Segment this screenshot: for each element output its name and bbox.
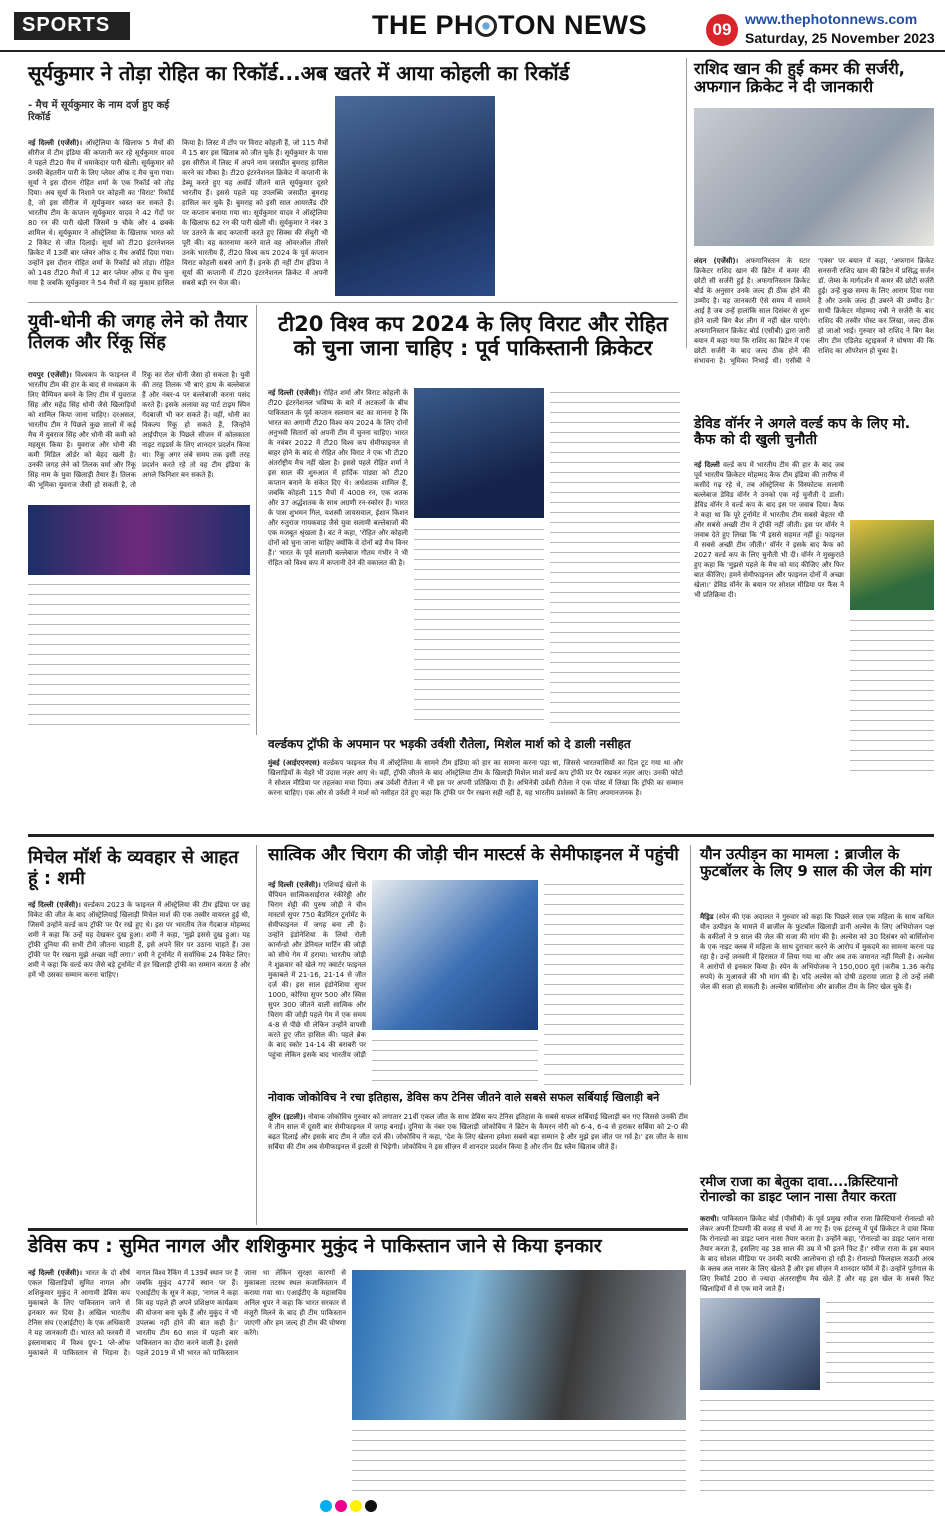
suryakumar-subhead: - मैच में सूर्यकुमार के नाम दर्ज हुए कई रिकॉर्ड	[28, 100, 170, 123]
issue-date: Saturday, 25 November 2023	[745, 30, 935, 46]
tilak-headline: युवी-धोनी की जगह लेने को तैयार तिलक और रिंकू सिंह	[28, 311, 248, 353]
t20wc-body-col2	[414, 525, 544, 725]
paper-name	[372, 10, 647, 41]
davis-headline: डेविस कप : सुमित नागल और शशिकुमार मुकुंद ने पाकिस्तान जाने से किया इनकार	[28, 1235, 602, 1257]
tilak-body: रायपुर (एजेंसी)। विश्वकप के फाइनल में भारतीय टीम की हार के बाद से मध्यक्रम के लिए चैम्पियन बनने के लिए टीम में युवराज सिंह और महेंद्र सिंह धोनी जैसे खिलाड़ियों को शामिल किया जाना चाहिए। दरअसल, भारतीय टीम ने पिछले कुछ सालों में कई मैच में युवराज सिंह और धोनी की कमी को महसूस किया है। युवराज और धोनी की कमी मिडिल ऑर्डर को बेहद खली है। उनकी जगह लेने को तिलक वर्मा और रिंकू सिंह नाम के युवा खिलाड़ी तैयार हैं। तिलक की भूमिका युवराज जैसी हो सकती है, तो रिंकू का रोल धोनी जैसा हो सकता है। युवी की तरह तिलक भी बाएं हाथ के बल्लेबाज हैं और नंबर-4 पर बल्लेबाजी करना पसंद करते हैं। इसके अलावा वह पार्ट टाइम स्पिन गेंदबाजी भी कर सकते हैं। वहीं, धोनी का विकल्प रिंकू हो सकते हैं, जिन्होंने आईपीएल के पिछले सीजन में कोलकाता नाइट राइडर्स के लिए शानदार प्रदर्शन किया था। रिंकू अगर लंबे समय तक इसी तरह प्रदर्शन करते रहे तो वह टीम इंडिया के अगले फिनिशर बन सकते हैं।	[28, 371, 250, 489]
t20wc-headline: टी20 विश्व कप 2024 के लिए विराट और रोहित को चुना जाना चाहिए : पूर्व पाकिस्तानी क्रिकेटर	[278, 312, 668, 361]
djokovic-headline: नोवाक जोकोविच ने रचा इतिहास, डेविस कप टेनिस जीतने वाले सबसे सफल सर्बियाई खिलाड़ी बने	[268, 1091, 660, 1104]
section-divider	[28, 834, 934, 837]
urvashi-headline: वर्ल्डकप ट्रॉफी के अपमान पर भड़की उर्वशी रौतेला, मिशेल मार्श को दे डाली नसीहत	[268, 737, 631, 751]
column-rule	[690, 845, 691, 1085]
paper-name-right: TON NEWS	[498, 10, 648, 40]
print-registration-marks	[320, 1500, 377, 1512]
djokovic-body: तूरिन (इटली)। नोवाक जोकोविच गुरुवार को लगातार 21वीं एकल जीत के साथ डेविस कप टेनिस इतिहास के सबसे सफल सर्बियाई खिलाड़ी बन गए जिससे उनकी टीम ने तीन साल में दूसरी बार सेमीफाइनल में जगह बनाई। दुनिया के नंबर एक खिलाड़ी जोकोविच ने ब्रिटेन के कैमरन नोरी को 6-4, 6-4 से हराकर सर्बिया को 2-0 की बढ़त दिलाई और इसके बाद टीम ने जीत दर्ज की। जोकोविच ने कहा, 'देश के लिए खेलना हमेशा सबसे बड़ा सम्मान है और मुझे इस जीत पर गर्व है।' इस जीत के साथ सर्बिया की टीम अब सेमीफाइनल में इटली से भिड़ेगी। जोकोविच ने इस सीज़न में शानदार प्रदर्शन किया है और तीन ग्रैंड स्लैम खिताब जीते हैं।	[268, 1113, 688, 1151]
t20wc-body-col3	[550, 388, 680, 725]
warner-body-cont	[850, 616, 934, 780]
marsh-headline: मिचेल मॉर्श के व्यवहार से आहत हूं : शमी	[28, 847, 239, 889]
black-mark	[365, 1500, 377, 1512]
satwik-body-col3	[544, 880, 684, 1086]
satwik-headline: सात्विक और चिराग की जोड़ी चीन मास्टर्स के सेमीफाइनल में पहुंची	[268, 845, 679, 865]
rashid-headline: राशिद खान की हुई कमर की सर्जरी, अफगान क्रिकेट ने दी जानकारी	[694, 59, 905, 97]
ronaldo-body: कराची। पाकिस्तान क्रिकेट बोर्ड (पीसीबी) के पूर्व प्रमुख रमीज राजा क्रिस्टियानो रोनाल्डो को लेकर अपनी टिप्पणी की वजह से चर्चा में आ गए हैं। एक इंटरव्यू में पूर्व क्रिकेटर ने दावा किया कि रोनाल्डो का डाइट प्लान नासा तैयार करता है। उन्होंने कहा, 'रोनाल्डो का डाइट प्लान नासा तैयार करता है, इसलिए वह 38 साल की उम्र में भी इतने फिट हैं।' रमीज राजा के इस बयान के बाद सोशल मीडिया पर उनकी काफी आलोचना हो रही है। रोनाल्डो फिलहाल सऊदी अरब के क्लब अल नासर के लिए खेलते हैं और इस सीज़न में शानदार फॉर्म में हैं। उन्होंने पुर्तगाल के लिए रिकॉर्ड 200 से ज्यादा अंतरराष्ट्रीय मैच खेले हैं और वह इस खेल के सबसे फिट खिलाड़ियों में से एक माने जाते हैं।	[700, 1215, 934, 1293]
website[interactable]: www.thephotonnews.com	[745, 11, 918, 27]
warner-photo	[850, 520, 934, 610]
t20wc-body: नई दिल्ली (एजेंसी)। रोहित शर्मा और विराट कोहली के टी20 इंटरनेशनल भविष्य के बारे में अटकलों के बीच पाकिस्तान के पूर्व कप्तान सलमान बट का मानना है कि भारत का अगामी टी20 विश्व कप 2024 के लिए दोनों अनुभवी सितारों को अपनी टीम में चुनना चाहिए। भारत के नवंबर 2022 में टी20 विश्व कप सेमीफाइनल से बाहर होने के बाद से रोहित और विराट ने एक भी टी20 अंतर्राष्ट्रीय मैच नहीं खेला है। इससे पहले रोहित शर्मा ने इस साल की शुरुआत में हार्दिक पांड्या को टी20 कप्तान बनाने के संकेत दिए थे। अर्धशतक शामिल हैं, जबकि कोहली 115 मैचों में 4008 रन, एक शतक और 37 अर्द्धशतक के साथ अग्रणी रन-स्कोरर हैं। भारत के पास शुभमन गिल, यशस्वी जायसवाल, ईशान किशन और रुतुराज गायकवाड़ जैसे युवा सलामी बल्लेबाजों की एक मजबूत श्रृंखला है। बट ने कहा, 'रोहित और कोहली दोनों को चुना जाना चाहिए क्योंकि वे दोनों बड़े मैच विनर हैं।' भारत के पूर्व सलामी बल्लेबाज गौतम गंभीर ने भी रोहित को विश्व कप में कप्तानी देने की वकालत की है।	[268, 389, 408, 567]
warner-headline: डेविड वॉर्नर ने अगले वर्ल्ड कप के लिए मो. कैफ को दी खुली चुनौती	[694, 416, 911, 449]
column-rule	[256, 845, 257, 1225]
suryakumar-headline: सूर्यकुमार ने तोड़ा रोहित का रिकॉर्ड...अब खतरे में आया कोहली का रिकॉर्ड	[28, 61, 570, 85]
camera-lens-icon	[475, 15, 497, 37]
magenta-mark	[335, 1500, 347, 1512]
alves-body: मैड्रिड (स्पेन की एक अदालत ने गुरुवार को कहा कि पिछले साल एक महिला के साथ कथित यौन उत्पीड़न के मामले में ब्राजील के फुटबॉल खिलाड़ी डानी अल्वेस के लिए अभियोजन पक्ष के वकीलों ने 9 साल की जेल की सजा की मांग की है। अल्वेस को 30 दिसंबर को बार्सिलोना के एक नाइट क्लब में महिला के साथ दुराचार करने के आरोप में मुकदमे का सामना करना पड़ रहा है। उन्हें जनवरी में हिरासत में लिया गया था और अब तक जमानत नहीं मिली है। अल्वेस ने आरोपों से इनकार किया है। स्पेन के अभियोजक ने 150,000 यूरो (करीब 1.36 करोड़ रुपये) के मुआवजे की भी मांग की है। यदि अल्वेस को दोषी ठहराया जाता है तो उन्हें लंबी जेल की सजा हो सकती है। अल्वेस बार्सिलोना और ब्राजील टीम के लिए खेल चुके हैं।	[700, 913, 934, 991]
satwik-body-col2	[372, 1036, 538, 1086]
page-number: 09	[706, 14, 738, 46]
ronaldo-body-cont	[700, 1396, 934, 1496]
ronaldo-photo	[700, 1298, 820, 1390]
satwik-body: नई दिल्ली (एजेंसी)। एशियाई खेलों के चैंपियन सात्विकसाईराज रंकीरेड्डी और चिराग शेट्टी की पुरुष जोड़ी ने चीन मास्टर्स सुपर 750 बैडमिंटन टूर्नामेंट के सेमीफाइनल में जगह बना ली है। उन्होंने इंडोनेशिया के लियो रोली कार्नान्डो और डेनियल मार्टिन की जोड़ी को सीधे गेम में हराया। भारतीय जोड़ी ने शुक्रवार को खेले गए क्वार्टर फाइनल मुकाबले में 21-16, 21-14 से जीत दर्ज की। इस साल इंडोनेशिया सुपर 1000, कोरिया सुपर 500 और स्विस सुपर 300 जीतने वाली सात्विक और चिराग की जोड़ी पहले गेम में एक समय 4-8 से पीछे थी लेकिन उन्होंने वापसी करते हुए जीत हासिल की। पहले ब्रेक के बाद स्कोर 14-14 की बराबरी पर पहुंचा लेकिन इसके बाद भारतीय जोड़ी	[268, 881, 366, 1059]
section-divider	[28, 1228, 688, 1231]
suryakumar-body: नई दिल्ली (एजेंसी)। ऑस्ट्रेलिया के खिलाफ 5 मैचों की सीरीज में टीम इंडिया की कप्तानी कर रहे सूर्यकुमार यादव ने पहले टी20 मैच में धमाकेदार पारी खेली। सूर्यकुमार को उनकी बेहतरीन पारी के लिए प्लेयर ऑफ द मैच चुना गया। सूर्या ने इस दौरान रोहित शर्मा के एक रिकॉर्ड को तोड़ दिया। अब सूर्या के निशाने पर कोहली का 'विराट' रिकॉर्ड है, जो इस सीरीज में सूर्यकुमार ध्वस्त कर सकते हैं। भारतीय टीम के कप्तान सूर्यकुमार यादव ने 42 गेंदों पर 80 रन की पारी खेली जिसमें 9 चौके और 4 छक्के शामिल थे। सूर्यकुमार ने ऑस्ट्रेलिया के खिलाफ भारत को 2 विकेट से जीत दिलाई। सूर्या को टी20 इंटरनेशनल क्रिकेट में 13वीं बार प्लेयर ऑफ द मैच अवॉर्ड दिया गया। उन्होंने इस दौरान रोहित शर्मा के रिकॉर्ड को तोड़ा। रोहित को 148 टी20 मैचों में 12 बार प्लेयर ऑफ द मैच चुना गया है जबकि सूर्यकुमार ने 54 मैचों में यह मुकाम हासिल किया है। लिस्ट में टॉप पर विराट कोहली हैं, जो 115 मैचों में 15 बार इस खिताब को जीत चुके हैं। सूर्यकुमार के पास इस सीरीज में लिस्ट में अपने नाम जसप्रीत बुमराह हासिल करने का मौका है। टी20 इंटरनेशनल क्रिकेट में कप्तानी के डेब्यू करते हुए यह अवॉर्ड जीतने वाले सूर्यकुमार दूसरे भारतीय हैं। इससे पहले यह उपलब्धि जसप्रीत बुमराह हासिल कर चुके हैं। बुमराह को इसी साल आयरलैंड दौरे पर कप्तान बनाया गया था। सूर्यकुमार यादव ने ऑस्ट्रेलिया के खिलाफ 62 रन की पारी खेली थी। सूर्यकुमार ने नंबर 3 पर उतरने के बाद कप्तानी करते हुए सिक्स की सेंचुरी भी पूरी की। वह कारनामा करने वाले वह ओवरऑल तीसरे उनके भारतीय हैं, टी20 विश्व कप 2024 के पूर्व कप्तान विराट कोहली सबसे आगे हैं। इनके ही नहीं टीम इंडिया ने सूर्या की कप्तानी में टी20 इंटरनेशनल क्रिकेट में अपनी सबसे बड़ी रन चेज की।	[28, 139, 328, 287]
satwik-photo	[372, 880, 538, 1030]
davis-photo	[352, 1270, 686, 1420]
davis-body-cont	[352, 1426, 686, 1498]
cyan-mark	[320, 1500, 332, 1512]
ronaldo-headline: रमीज राजा का बेतुका दावा....क्रिस्टियानो रोनाल्डो का डाइट प्लान नासा तैयार करता	[700, 1175, 898, 1205]
suryakumar-body-cont	[500, 96, 680, 296]
masthead	[0, 0, 945, 52]
section-tag: SPORTS	[14, 12, 130, 40]
section-rule	[28, 302, 678, 303]
rashid-body: लंदन (एजेंसी)। अफगानिस्तान के स्टार क्रिकेटर राशिद खान की ब्रिटेन में कमर की छोटी सी सर्जरी हुई है। अफगानिस्तान क्रिकेट बोर्ड के अनुसार उनके जल्द ही ठीक होने की उम्मीद है। यह जानकारी ऐसे समय में सामने आई है जब उन्हें हालांकि साल दिसंबर से शुरू होने वाली बिग बैश लीग में नहीं खेल पाएंगे। अफगानिस्तान क्रिकेट बोर्ड (एसीबी) द्वारा जारी बयान में कहा गया कि राशिद का ब्रिटेन में एक छोटी सर्जरी के बाद जल्द ठीक होने की संभावना है। भूमिका निभाई थी। एसीबी ने 'एक्स' पर बयान में कहा, 'अफगान क्रिकेट सनसनी राशिद खान की ब्रिटेन में प्रसिद्ध सर्जन डॉ. जेम्स के मार्गदर्शन में कमर की छोटी सर्जरी हुई। उन्हें कुछ समय के लिए आराम दिया गया है और उनके जल्द ही उबरने की उम्मीद है।' साथी क्रिकेटर मोहम्मद नबी ने सर्जरी के बाद राशिद की तस्वीर पोस्ट कर लिखा, जल्द ठीक हो जाओ भाई। गुरुवार को राशिद ने बिग बैश लीग टीम एडिलेड स्ट्राइकर्स ने घोषणा की कि राशिद का ऑपरेशन हो चुका है।	[694, 257, 934, 365]
davis-body: नई दिल्ली (एजेंसी)। भारत के दो शीर्ष एकल खिलाड़ियों सुमित नागल और शशिकुमार मुकुंद ने आगामी डेविस कप मुकाबले के लिए पाकिस्तान जाने से इनकार कर दिया है। अखिल भारतीय टेनिस संघ (एआईटीए) के एक अधिकारी ने यह जानकारी दी। भारत को फरवरी में इस्लामाबाद में विश्व ग्रुप-1 प्ले-ऑफ मुकाबले में पाकिस्तान से भिड़ना है। नागल विश्व रैंकिंग में 139वें स्थान पर हैं जबकि मुकुंद 477वें स्थान पर हैं। एआईटीए के सूत्र ने कहा, 'नागल ने कहा कि वह पहले ही अपने प्रशिक्षण कार्यक्रम की योजना बना चुके हैं और मुकुंद ने भी उपलब्ध नहीं होने की बात कही है।' भारतीय टीम 60 साल में पहली बार पाकिस्तान का दौरा करने वाली है। इससे पहले 2019 में भी भारत को पाकिस्तान जाना था लेकिन सुरक्षा कारणों से मुकाबला तटस्थ स्थल कजाकिस्तान में कराया गया था। एआईटीए के महासचिव अनिल धूपर ने कहा कि भारत सरकार से मंजूरी मिलने के बाद ही टीम पाकिस्तान जाएगी और हम जल्द ही टीम की घोषणा करेंगे।	[28, 1269, 346, 1357]
marsh-body: नई दिल्ली (एजेंसी)। वर्ल्डकप 2023 के फाइनल में ऑस्ट्रेलिया की टीम इंडिया पर छह विकेट की जीत के बाद ऑस्ट्रेलियाई खिलाड़ी मिचेल मार्श की एक तस्वीर वायरल हुई थी, जिसमें उन्होंने वर्ल्ड कप ट्रॉफी पर पैर रखे हुए थे। इस पर भारतीय तेज गेंदबाज मोहम्मद शमी ने कहा कि उन्हें यह देखकर दुख हुआ। शमी ने कहा, 'मुझे इससे दुख हुआ। यह ट्रॉफी दुनिया की सभी टीमें जीतना चाहती हैं, इसे अपने सिर पर उठाना चाहते हैं। उस ट्रॉफी पर पैर रखना मुझे अच्छा नहीं लगा।' शमी ने टूर्नामेंट में सर्वाधिक 24 विकेट लिए। शमी ने कहा कि वर्ल्ड कप जैसे बड़े टूर्नामेंट में हर खिलाड़ी ट्रॉफी का सम्मान करता है और हमें भी उसका सम्मान करना चाहिए।	[28, 901, 250, 979]
column-rule	[686, 58, 687, 348]
t20wc-photo	[414, 388, 544, 518]
paper-name-left: THE PH	[372, 10, 475, 40]
warner-body: नई दिल्ली वर्ल्ड कप में भारतीय टीम की हार के बाद जब पूर्व भारतीय क्रिकेटर मोहम्मद कैफ टीम इंडिया की तारीफ में कसीदे गढ़ रहे थे, तब ऑस्ट्रेलिया के विस्फोटक सलामी बल्लेबाज डेविड वॉर्नर ने उनको एक नई चुनौती दे डाली। डेविड वॉर्नर ने वर्ल्ड कप के बाद इस पर जवाब दिया। कैफ ने कहा था कि पूरे टूर्नामेंट में भारतीय टीम सबसे बेहतर थी और सबसे अच्छी टीम ने ट्रॉफी नहीं जीती। इस पर वॉर्नर ने जवाब देते हुए लिखा कि 'मैं इससे सहमत नहीं हूं। फाइनल में सबसे अच्छी टीम जीती।' वॉर्नर ने इसके बाद कैफ को 2027 वर्ल्ड कप के लिए चुनौती भी दी। वॉर्नर ने मुस्कुराते हुए कहा कि 'मुझसे पहले के मैच को याद कीजिए और फिर बात कीजिए। हमने सेमीफाइनल और फाइनल दोनों में अच्छा खेला।' डेविड वॉर्नर के बयान पर सोशल मीडिया पर फैंस ने भी प्रतिक्रिया दी।	[694, 461, 844, 599]
suryakumar-photo	[335, 96, 495, 296]
alves-headline: यौन उत्पीड़न का मामला : ब्राजील के फुटबॉलर के लिए 9 साल की जेल की मांग	[700, 845, 932, 881]
yellow-mark	[350, 1500, 362, 1512]
rashid-photo	[694, 108, 934, 246]
tilak-photo	[28, 505, 250, 575]
tilak-body-cont	[28, 580, 250, 730]
urvashi-body: मुंबई (आईएएनएस) वर्ल्डकप फाइनल मैच में ऑस्ट्रेलिया के सामने टीम इंडिया को हार का सामना करना पड़ा था, जिससे भारतवासियों का दिल टूट गया था और खिलाड़ियों के चेहरे भी उदास नज़र आए थे। वहीं, ट्रॉफी जीतने के बाद ऑस्ट्रेलिया टीम के खिलाड़ी मिशेल मार्श वर्ल्ड कप ट्रॉफी पर पैर रखकर नज़र आए। उनकी फोटो ने सोशल मीडिया पर तहलका मचा दिया। अब उर्वशी रौतेला ने भी इस पर अपनी प्रतिक्रिया दी है। अभिनेत्री उर्वशी रौतेला ने एक पोस्ट में लिखा कि ट्रॉफी का सम्मान करना चाहिए। एक ओर से उर्वशी ने मार्श को नसीहत देते हुए कहा कि ट्रॉफी पर पैर रखना सही नहीं है, यह भारतीय प्रशंसकों के लिए अपमानजनक है।	[268, 759, 683, 797]
column-rule	[256, 305, 257, 735]
ronaldo-body-col2	[826, 1298, 934, 1390]
